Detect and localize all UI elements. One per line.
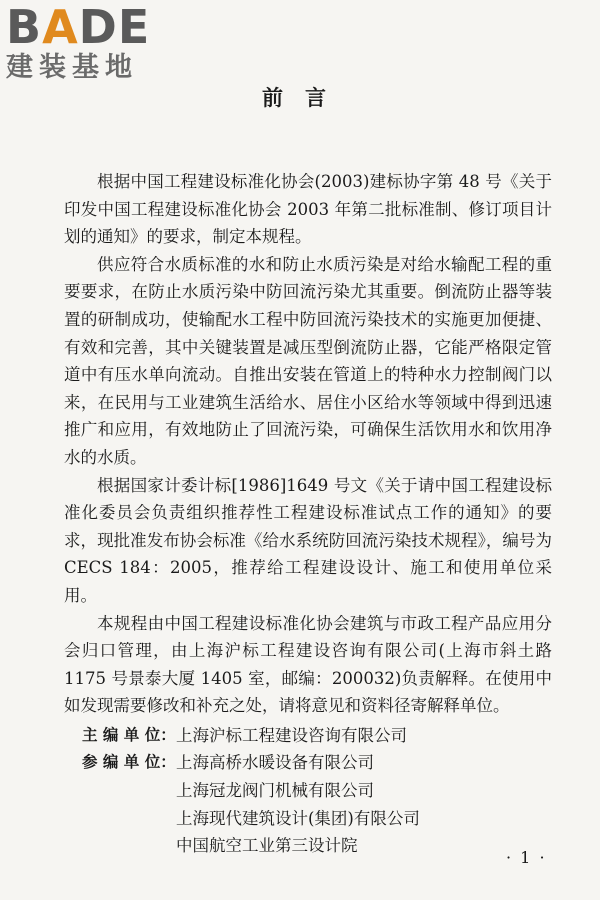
logo-letters-end: DE bbox=[78, 0, 151, 54]
paragraph: 根据中国工程建设标准化协会(2003)建标协字第 48 号《关于印发中国工程建设标准化协会 2003 年第二批标准制、修订项目计划的通知》的要求，制定本规程。 bbox=[64, 172, 552, 247]
participating-label: 参 编 单 位： bbox=[82, 753, 176, 772]
logo-subtitle: 建装基地 bbox=[6, 52, 138, 83]
chief-editor-row bbox=[64, 722, 552, 750]
paragraph: 根据国家计委计标[1986]1649 号文《关于请中国工程建设标准化委员会负责组织推荐性工程建设标准试点工作的通知》的要求，现批准发布协会标准《给水系统防回流污染技术规程》，编号为 CECS 184：2005，推荐给工程建设设计、施工和使用单位采用。 bbox=[64, 475, 552, 605]
participating-units bbox=[176, 749, 552, 859]
paragraph: 本规程由中国工程建设标准化协会建筑与市政工程产品应用分会归口管理，由上海沪标工程建设咨询有限公司(上海市斜土路 1175 号景泰大厦 1405 室，邮编：200032)负责解释。在使用中如发现需要修改和补充之处，请将意见和资料径寄解释单位。 bbox=[64, 613, 552, 716]
chief-editor-unit: 上海沪标工程建设咨询有限公司 bbox=[176, 725, 407, 745]
bade-logo bbox=[6, 0, 176, 84]
participating-unit: 上海现代建筑设计(集团)有限公司 bbox=[176, 808, 420, 828]
page-title: 前言 bbox=[262, 86, 348, 110]
page-number: · 1 · bbox=[506, 848, 547, 867]
participating-unit: 上海高桥水暖设备有限公司 bbox=[176, 753, 374, 773]
logo-wordmark bbox=[6, 0, 176, 54]
logo-letters-start: B bbox=[6, 0, 43, 54]
credits-block bbox=[64, 722, 552, 860]
participating-unit: 上海冠龙阀门机械有限公司 bbox=[176, 781, 374, 801]
participating-row bbox=[64, 749, 552, 859]
participating-unit: 中国航空工业第三设计院 bbox=[176, 836, 358, 856]
paragraph: 供应符合水质标准的水和防止水质污染是对给水输配工程的重要要求，在防止水质污染中防回流污染尤其重要。倒流防止器等装置的研制成功，使输配水工程中防回流污染技术的实施更加便捷、有效和完善，其中关键装置是减压型倒流防止器，它能严格限定管道中有压水单向流动。自推出安装在管道上的特种水力控制阀门以来，在民用与工业建筑生活给水、居住小区给水等领域中得到迅速推广和应用，有效地防止了回流污染，可确保生活饮用水和饮用净水的水质。 bbox=[64, 254, 552, 467]
logo-letter-accent: A bbox=[42, 0, 79, 54]
chief-editor-label: 主 编 单 位： bbox=[82, 725, 176, 744]
preface-body bbox=[64, 168, 552, 860]
